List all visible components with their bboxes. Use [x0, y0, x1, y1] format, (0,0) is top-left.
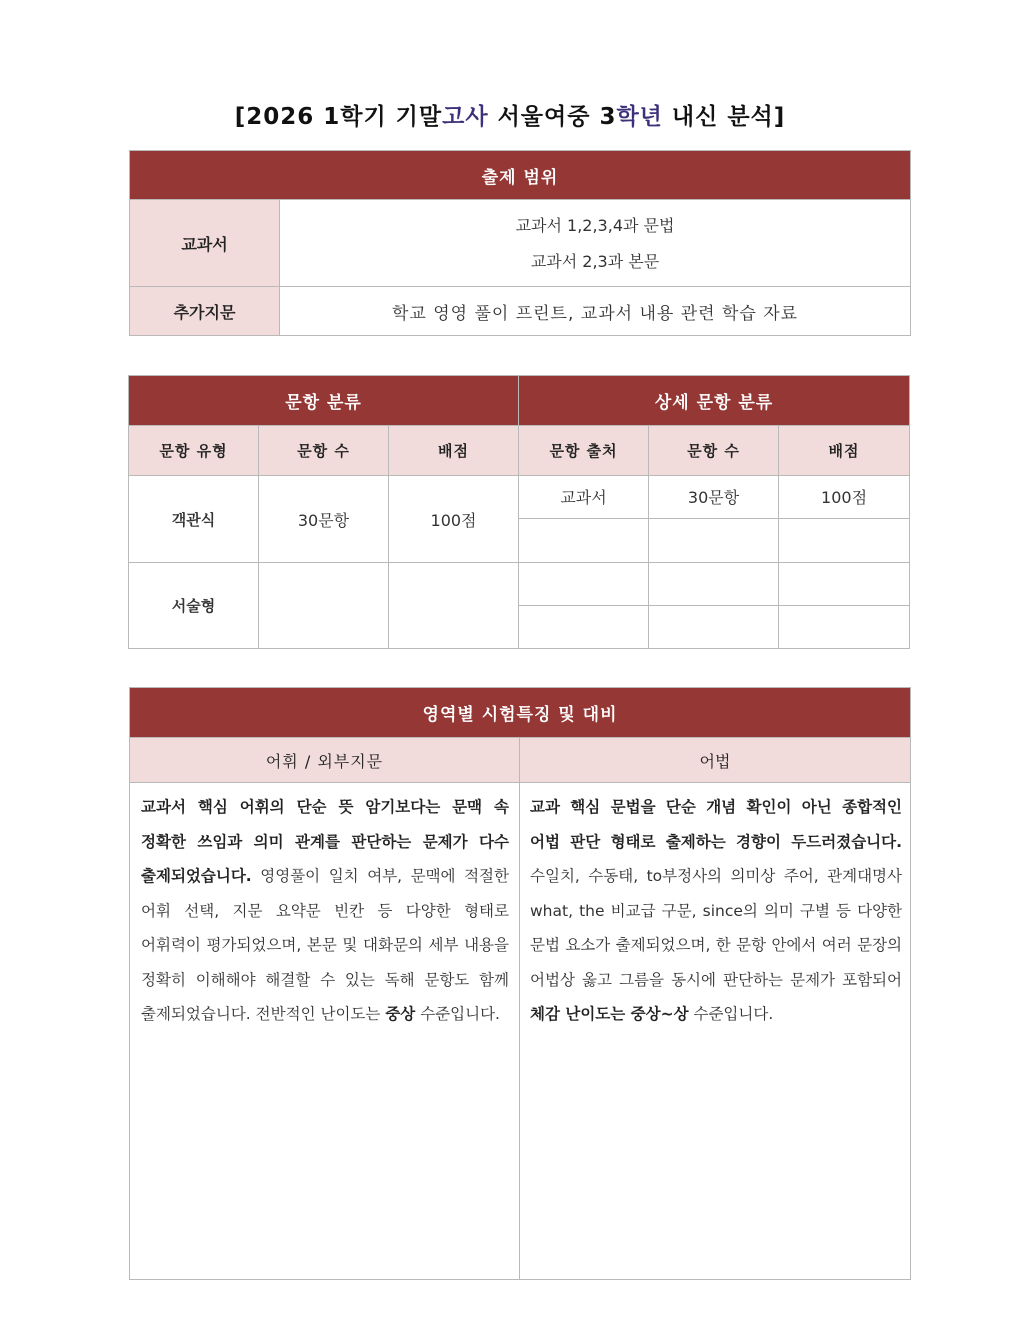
column-header: 배점: [389, 426, 519, 476]
vocabulary-analysis: [130, 783, 520, 1280]
grammar-detail: 수일치, 수동태, to부정사의 의미상 주어, 관계대명사 what, the 비교급 구문, since의 의미 구별 등 다양한 문법 요소가 출제되었으며, 한 문항 안에서 여러 문장의 어법상 옳고 그름을 동시에 판단하는 문제가 포함되어: [530, 867, 903, 989]
title-part: [2026 1학기 기말: [234, 104, 443, 130]
question-count-cell: [259, 563, 389, 649]
question-type-cell: 객관식: [129, 476, 259, 563]
vocabulary-difficulty: 중상: [385, 1005, 416, 1023]
grammar-subheader: 어법: [520, 738, 911, 783]
column-header: 문항 수: [259, 426, 389, 476]
extra-passage-value: 학교 영영 풀이 프린트, 교과서 내용 관련 학습 자료: [280, 287, 911, 336]
vocabulary-end: 수준입니다.: [415, 1005, 500, 1023]
detail-score-cell: [779, 563, 910, 606]
column-header: 문항 수: [649, 426, 779, 476]
grammar-difficulty: 체감 난이도는 중상~상: [530, 1005, 689, 1023]
detail-count-cell: [649, 606, 779, 649]
detail-score-cell: [779, 606, 910, 649]
source-cell: 교과서: [519, 476, 649, 519]
detail-count-cell: [649, 519, 779, 563]
document-title: [0, 98, 1020, 131]
title-part: 서울여중 3: [488, 104, 617, 130]
question-count-cell: 30문항: [259, 476, 389, 563]
vocabulary-detail: 영영풀이 일치 여부, 문맥에 적절한 어휘 선택, 지문 요약문 빈칸 등 다양한 형태로 어휘력이 평가되었으며, 본문 및 대화문의 세부 내용을 정확히 이해해야 해결할 수 있는 독해 문항도 함께 출제되었습니다. 전반적인 난이도는: [141, 867, 509, 1023]
vocabulary-subheader: 어휘 / 외부지문: [130, 738, 520, 783]
question-classification-table: [128, 375, 910, 649]
grammar-analysis: [520, 783, 911, 1280]
textbook-line: 교과서 2,3과 본문: [530, 252, 660, 271]
detail-count-cell: 30문항: [649, 476, 779, 519]
classification-header: 문항 분류: [129, 376, 519, 426]
grammar-summary: 교과 핵심 문법을 단순 개념 확인이 아닌 종합적인 어법 판단 형태로 출제하는 경향이 두드러졌습니다.: [530, 798, 903, 851]
textbook-label: 교과서: [130, 200, 280, 287]
textbook-line: 교과서 1,2,3,4과 문법: [515, 216, 675, 235]
detail-count-cell: [649, 563, 779, 606]
vocabulary-summary: 교과서 핵심 어휘의 단순 뜻 암기보다는 문맥 속 정확한 쓰임과 의미 관계를 판단하는 문제가 다수 출제되었습니다.: [141, 798, 509, 885]
column-header: 문항 유형: [129, 426, 259, 476]
source-cell: [519, 606, 649, 649]
title-part-highlight: 학년: [616, 104, 663, 130]
features-header: 영역별 시험특징 및 대비: [130, 688, 911, 738]
exam-scope-table: [129, 150, 911, 336]
score-cell: 100점: [389, 476, 519, 563]
detail-score-cell: 100점: [779, 476, 910, 519]
detail-classification-header: 상세 문항 분류: [519, 376, 910, 426]
title-part: 내신 분석]: [662, 104, 786, 130]
title-part-highlight: 고사: [442, 104, 489, 130]
exam-features-table: [129, 687, 911, 1280]
question-type-cell: 서술형: [129, 563, 259, 649]
extra-passage-label: 추가지문: [130, 287, 280, 336]
column-header: 배점: [779, 426, 910, 476]
textbook-value: [280, 200, 911, 287]
score-cell: [389, 563, 519, 649]
scope-header: 출제 범위: [130, 151, 911, 200]
source-cell: [519, 519, 649, 563]
source-cell: [519, 563, 649, 606]
detail-score-cell: [779, 519, 910, 563]
grammar-end: 수준입니다.: [688, 1005, 774, 1023]
column-header: 문항 출처: [519, 426, 649, 476]
